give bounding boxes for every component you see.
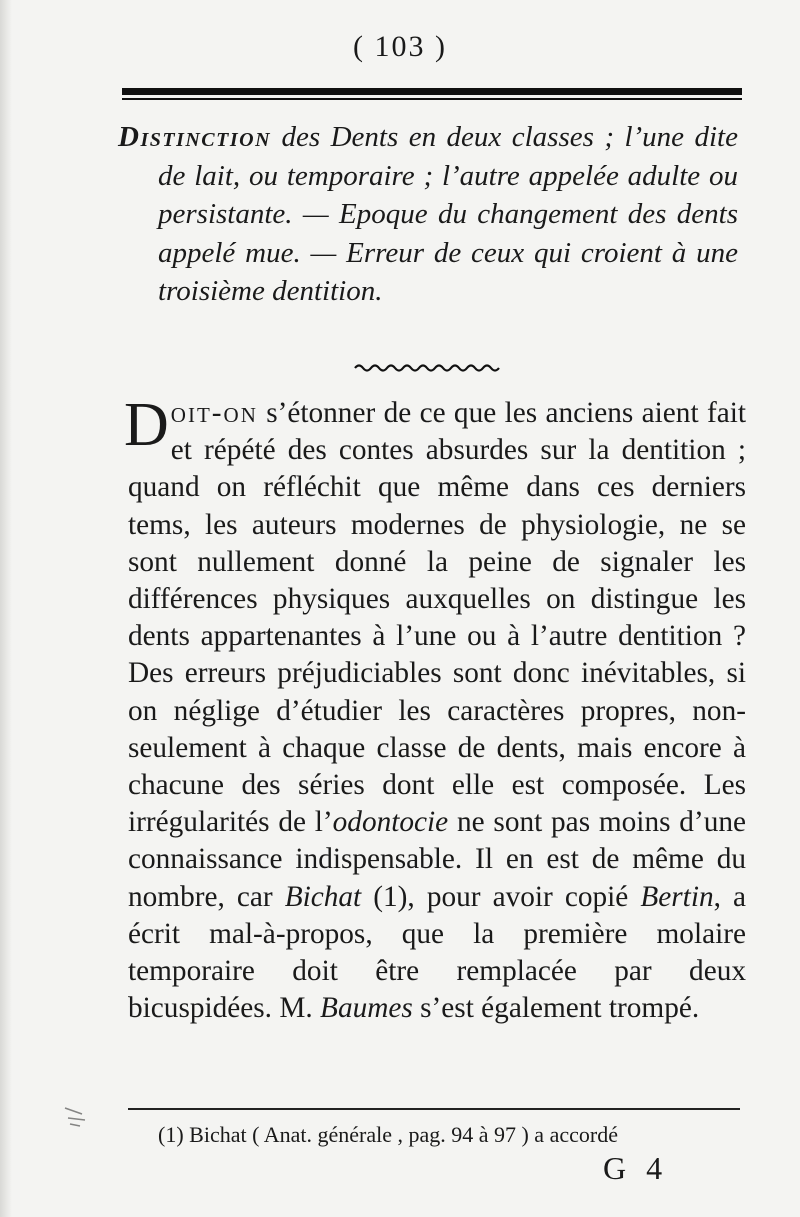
name-baumes: Baumes: [320, 992, 413, 1025]
footnote-rule: [128, 1108, 740, 1110]
header-rule-thin: [122, 98, 742, 100]
page-edge-shadow: [0, 0, 12, 1217]
summary-text: des Dents en deux classes ; l’une dite de lait, ou temporaire ; l’autre appelée adulte ou persistante. — Epoque du changement des dents appelé mue. — Erreur de ceux qui croient à une troisième dentition.: [158, 121, 738, 307]
body-paragraph: [124, 391, 747, 1027]
signature-mark: G 4: [603, 1150, 669, 1186]
name-bichat: Bichat: [284, 880, 362, 913]
drop-cap: D: [124, 391, 169, 459]
footnote: (1) Bichat ( Anat. générale , pag. 94 à 97 ) a accordé: [158, 1122, 618, 1147]
body-text-4: , a écrit mal-à-propos, que la première molaire temporaire doit être remplacée par deux bicuspidées. M.: [128, 880, 747, 1025]
name-bertin: Bertin: [640, 880, 714, 913]
term-odontocie: odontocie: [332, 806, 449, 839]
opening-smallcaps: oit-on: [170, 397, 258, 429]
ornament-divider: [353, 363, 503, 373]
page-number: ( 103 ): [353, 30, 447, 63]
margin-ink-mark: [60, 1100, 90, 1130]
chapter-summary: [118, 118, 738, 311]
body-text-1: s’étonner de ce que les anciens aient fait et répété des contes absurdes sur la dentition ; quand on réfléchit que même dans ces derniers tems, les auteurs modernes de physiologie, ne se sont nullement donné la peine de signaler les différences physiques auxquelles on distingue les dents appartenantes à l’une ou à l’autre dentition ? Des erreurs préjudiciables sont donc inévitables, si on néglige d’étudier les caractères propres, non-seulement à chaque classe de dents, mais encore à chacune des séries dont elle est composée. Les irrégularités de l’: [128, 397, 746, 839]
body-text-5: s’est également trompé.: [412, 992, 700, 1025]
body-text-2: ne sont pas moins d’une connaissance indispensable. Il en est de même du nombre, car: [128, 806, 746, 913]
summary-lead: Distinction: [118, 121, 272, 153]
body-text-3: (1), pour avoir copié: [361, 880, 641, 913]
header-rule-thick: [122, 88, 742, 95]
